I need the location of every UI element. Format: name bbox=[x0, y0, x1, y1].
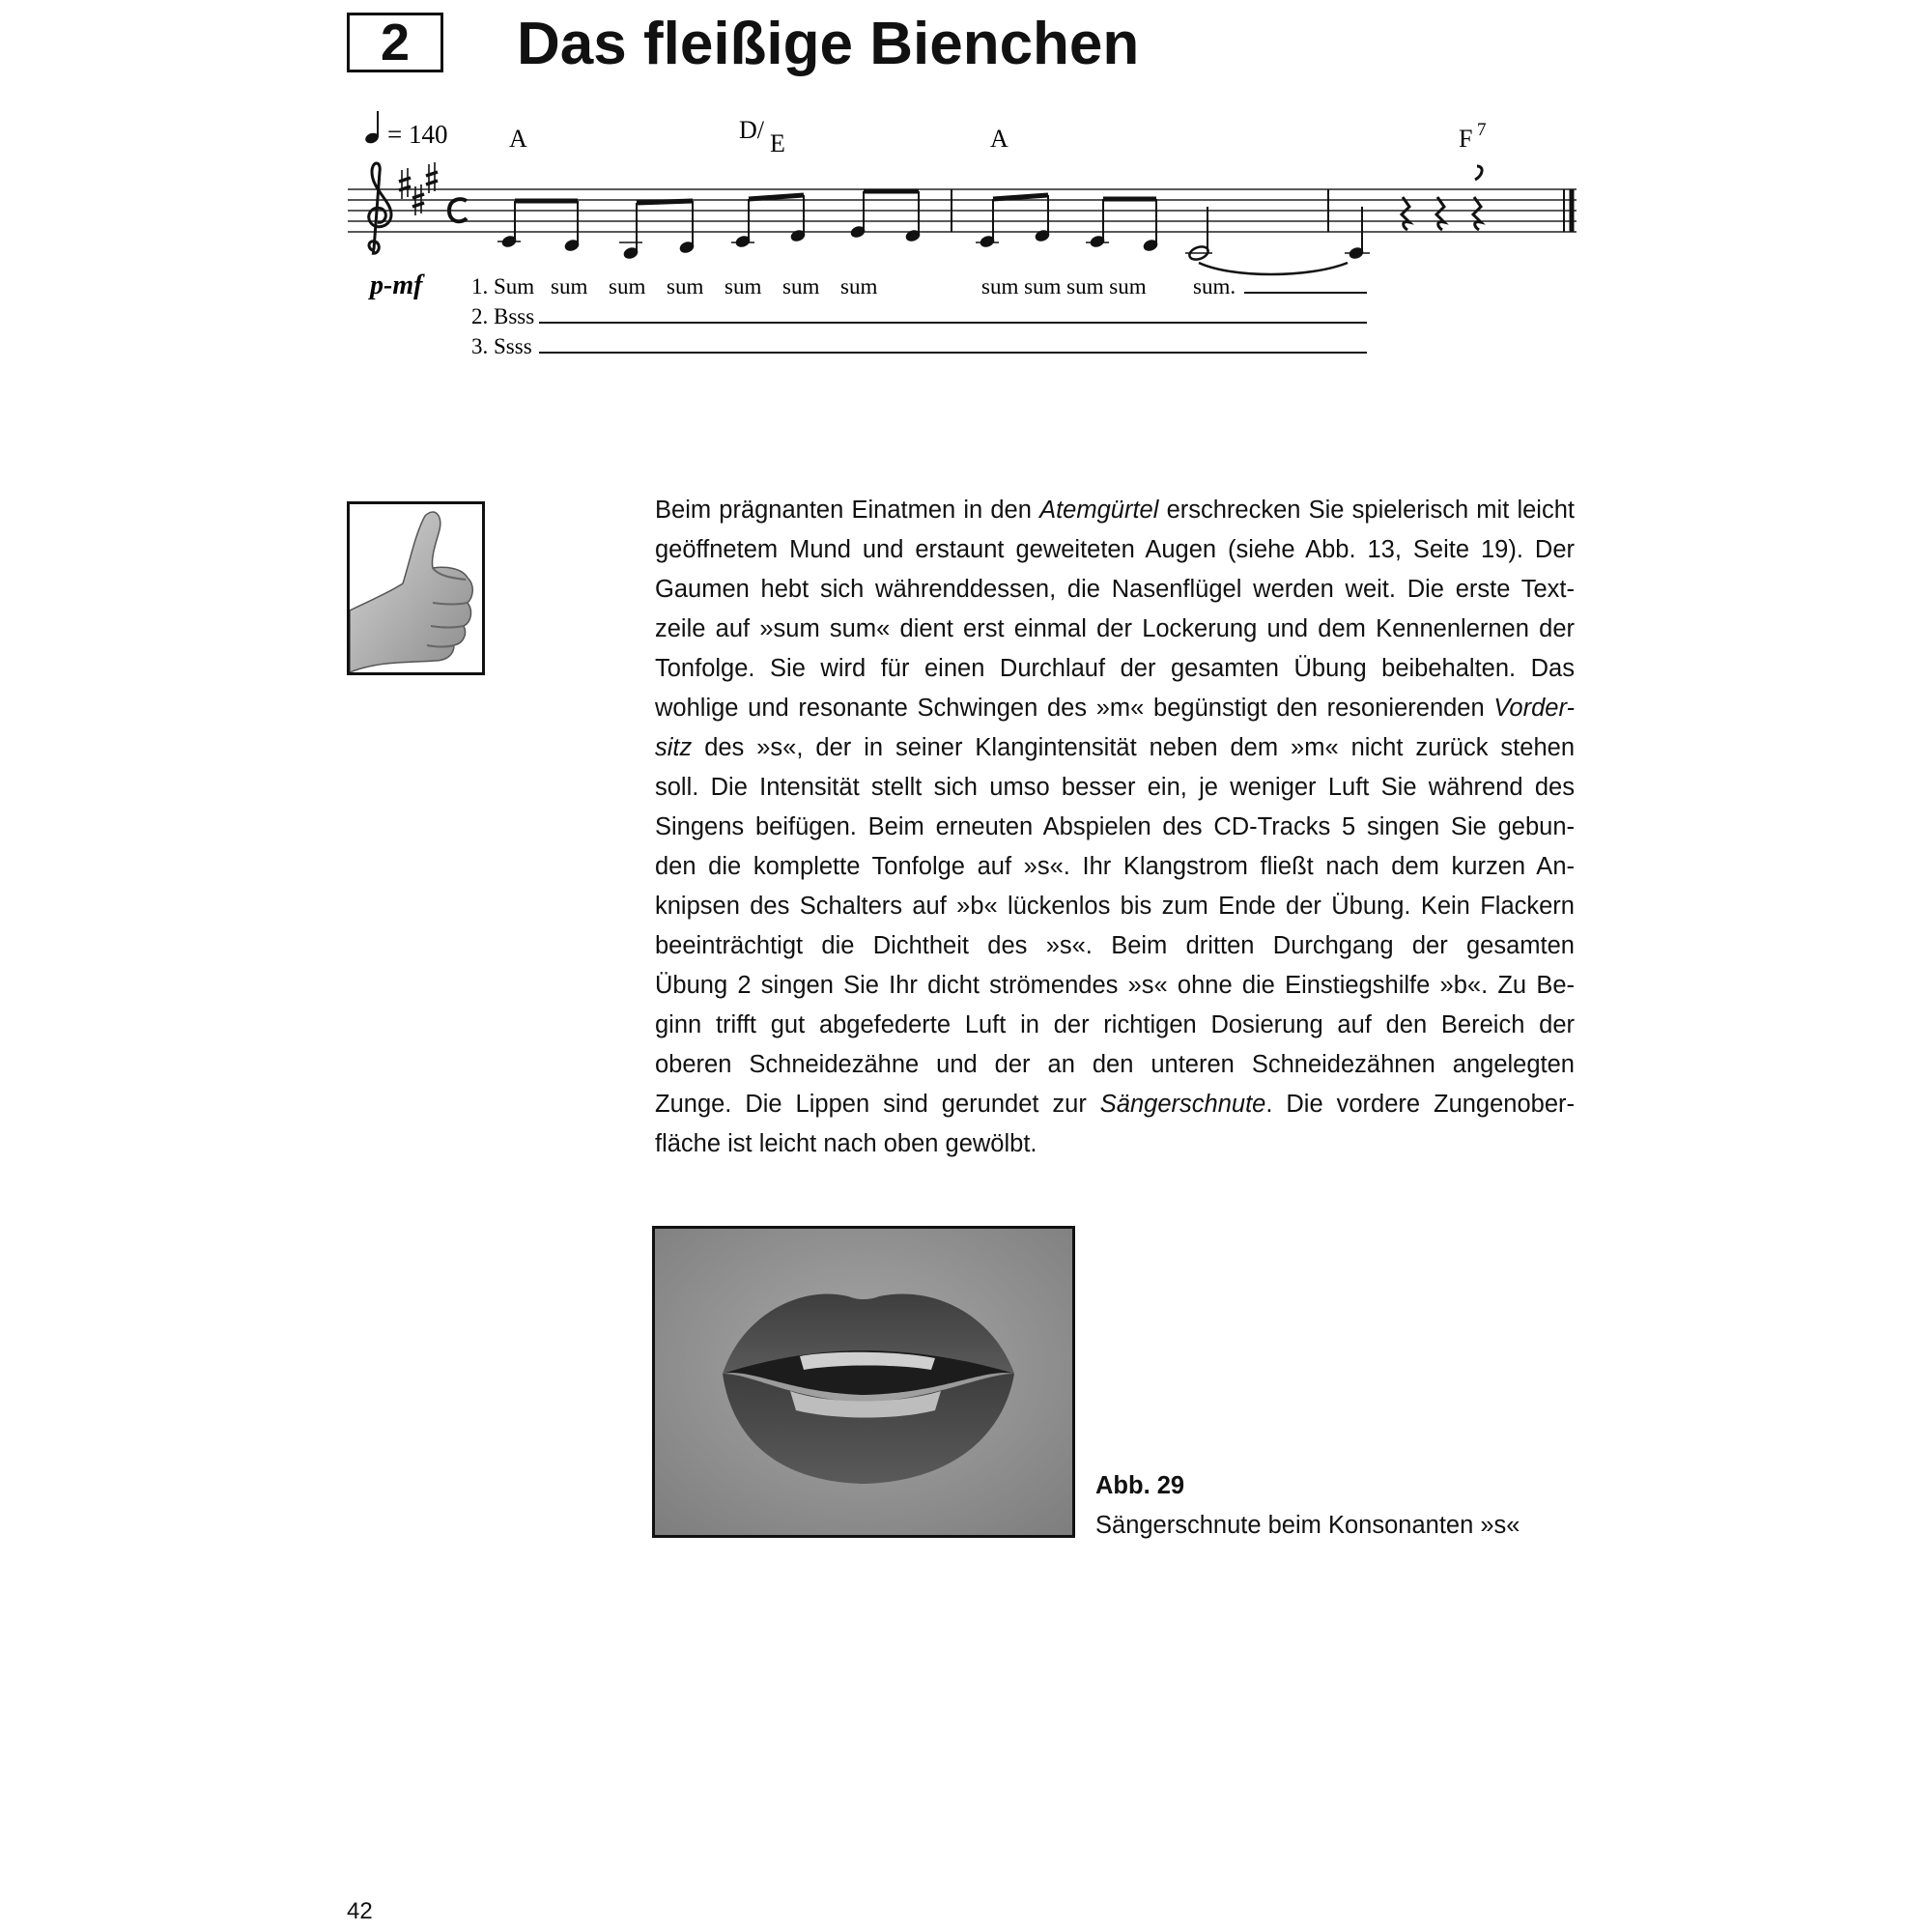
lyric-word: sum bbox=[840, 274, 878, 298]
chord-2-lower: E bbox=[770, 129, 785, 157]
body-line: Singens beifügen. Beim erneuten Abspielen des CD-Tracks 5 singen Sie gebun- bbox=[655, 813, 1575, 840]
figure-label: Abb. 29 bbox=[1095, 1472, 1185, 1499]
lyric-word: sum bbox=[724, 274, 762, 298]
quarter-rest-icons bbox=[1402, 197, 1481, 230]
term-atemguertel: Atemgürtel bbox=[1039, 497, 1159, 524]
body-text bbox=[655, 491, 1575, 1164]
body-line: sitz des »s«, der in seiner Klangintensität neben dem »m« nicht zurück stehen bbox=[655, 734, 1575, 761]
dynamic-marking: p-mf bbox=[370, 270, 423, 300]
body-line: beeinträchtigt die Dichtheit des »s«. Beim dritten Durchgang der gesamten bbox=[655, 932, 1575, 959]
body-line: soll. Die Intensität stellt sich umso besser ein, je weniger Luft Sie während des bbox=[655, 774, 1575, 801]
body-line: knipsen des Schalters auf »b« lückenlos bis zum Ende der Übung. Kein Flackern bbox=[655, 893, 1575, 920]
lyric-verse-1-bar-2: sum sum sum sum bbox=[981, 274, 1147, 298]
tempo-quarter-note-icon bbox=[364, 111, 381, 145]
chord-4: F bbox=[1459, 125, 1473, 153]
lyric-verse-1-end: sum. bbox=[1193, 274, 1236, 298]
page-number: 42 bbox=[347, 1898, 373, 1924]
lyric-word: sum bbox=[609, 274, 646, 298]
measure-1-notes bbox=[497, 191, 921, 260]
exercise-number-box bbox=[347, 13, 443, 72]
term-vordersitz-part-2: sitz bbox=[655, 734, 693, 761]
page-title: Das fleißige Bienchen bbox=[517, 11, 1140, 77]
body-line: Gaumen hebt sich währenddessen, die Nasenflügel werden weit. Die erste Text- bbox=[655, 576, 1575, 603]
chord-4-extension: 7 bbox=[1477, 120, 1487, 140]
exercise-number: 2 bbox=[380, 14, 411, 71]
measure-3-notes bbox=[1345, 207, 1370, 260]
body-line: geöffnetem Mund und erstaunt geweiteten Augen (siehe Abb. 13, Seite 19). Der bbox=[655, 536, 1575, 563]
tempo-marking: = 140 bbox=[387, 120, 448, 149]
body-line: Zunge. Die Lippen sind gerundet zur Sängerschnute. Die vordere Zungenober- bbox=[655, 1091, 1576, 1118]
body-line: Beim prägnanten Einatmen in den Atemgürtel erschrecken Sie spielerisch mit leicht bbox=[655, 497, 1575, 524]
lyric-word: sum bbox=[667, 274, 704, 298]
body-line: Übung 2 singen Sie Ihr dicht strömendes »s« ohne die Einstiegshilfe »b«. Zu Be- bbox=[655, 972, 1575, 999]
body-line: den die komplette Tonfolge auf »s«. Ihr Klangstrom fließt nach dem kurzen An- bbox=[655, 853, 1575, 880]
lyric-word: sum bbox=[782, 274, 820, 298]
figure-caption: Sängerschnute beim Konsonanten »s« bbox=[1095, 1512, 1520, 1539]
term-vordersitz-part-1: Vorder- bbox=[1493, 695, 1575, 722]
lyric-verse-2-label: 2. Bsss bbox=[471, 304, 535, 328]
staff-lines bbox=[348, 189, 1577, 232]
term-saengerschnute: Sängerschnute bbox=[1099, 1091, 1266, 1118]
body-line: wohlige und resonante Schwingen des »m« begünstigt den resonierenden Vorder- bbox=[655, 695, 1575, 722]
sheet-music bbox=[343, 106, 1589, 367]
breath-mark-icon bbox=[1475, 166, 1482, 180]
measure-2-notes bbox=[976, 195, 1348, 274]
lyric-verse-1-label: 1. Sum bbox=[471, 274, 535, 298]
lyric-verse-3-label: 3. Ssss bbox=[471, 334, 532, 358]
chord-3: A bbox=[990, 125, 1009, 153]
thumbs-up-icon bbox=[350, 504, 482, 672]
treble-clef-icon bbox=[369, 163, 391, 253]
chord-2-upper: D/ bbox=[739, 116, 764, 144]
body-line: zeile auf »sum sum« dient erst einmal der Lockerung und dem Kennenlernen der bbox=[655, 615, 1575, 642]
thumbs-up-photo bbox=[347, 501, 485, 675]
lips-icon bbox=[655, 1229, 1072, 1535]
lyric-word: sum bbox=[551, 274, 588, 298]
body-line: ginn trifft gut abgefederte Luft in der richtigen Dosierung auf den Bereich der bbox=[655, 1011, 1575, 1038]
body-line: Tonfolge. Sie wird für einen Durchlauf der gesamten Übung beibehalten. Das bbox=[655, 655, 1575, 682]
mouth-photo bbox=[652, 1226, 1075, 1538]
body-line: fläche ist leicht nach oben gewölbt. bbox=[655, 1130, 1037, 1157]
chord-1: A bbox=[509, 125, 527, 153]
body-line: oberen Schneidezähne und der an den unteren Schneidezähnen angelegten bbox=[655, 1051, 1575, 1078]
